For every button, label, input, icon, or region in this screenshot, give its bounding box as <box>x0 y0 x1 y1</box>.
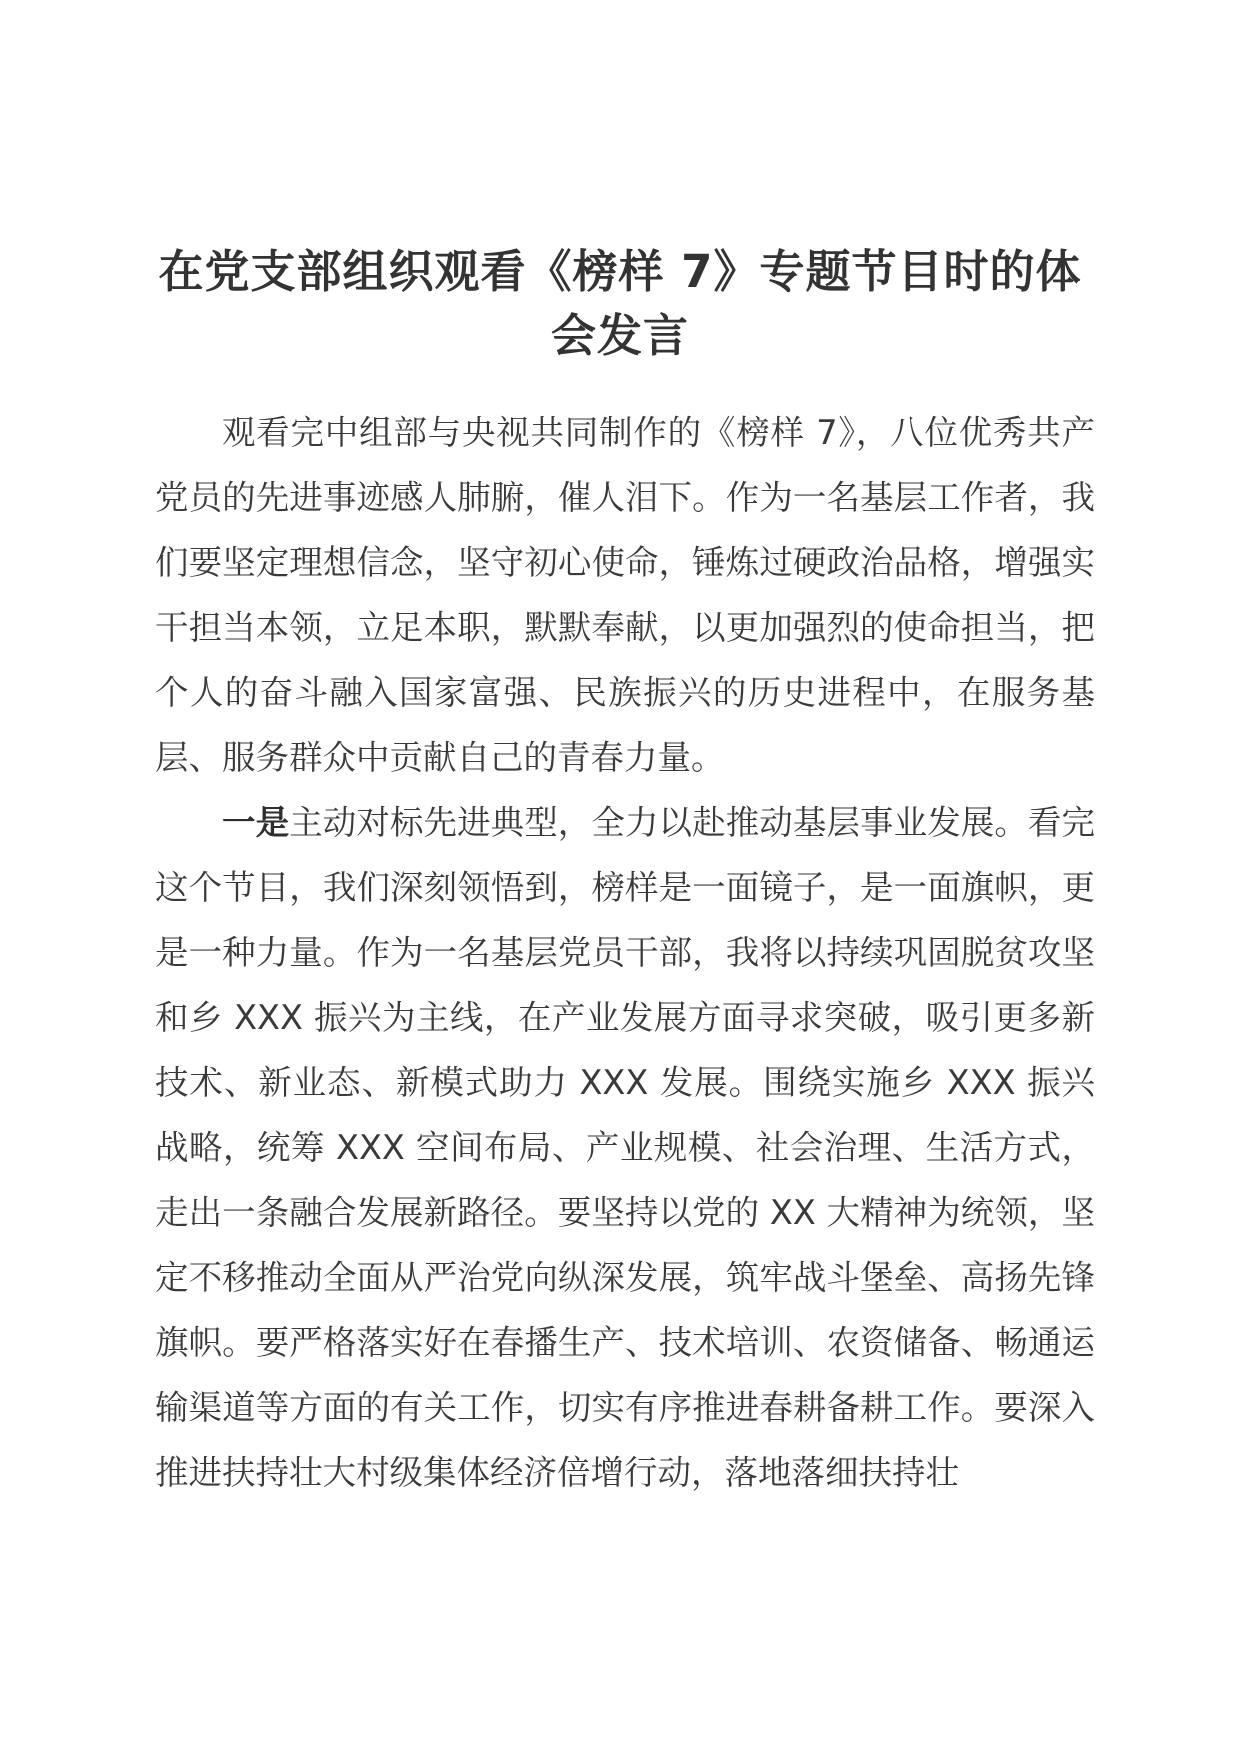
paragraph-lead: 一是 <box>222 803 290 842</box>
document-body <box>155 400 1095 1505</box>
paragraph-intro <box>155 400 1095 790</box>
paragraph-point-one <box>155 790 1095 1505</box>
paragraph-text: 主动对标先进典型，全力以赴推动基层事业发展。看完这个节目，我们深刻领悟到，榜样是一面镜子，是一面旗帜，更是一种力量。作为一名基层党员干部，我将以持续巩固脱贫攻坚和乡 XXX 振兴为主线，在产业发展方面寻求突破，吸引更多新技术、新业态、新模式助力 XXX 发展。围绕实施乡 XXX 振兴战略，统筹 XXX 空间布局、产业规模、社会治理、生活方式，走出一条融合发展新路径。要坚持以党的 XX 大精神为统领，坚定不移推动全面从严治党向纵深发展，筑牢战斗堡垒、高扬先锋旗帜。要严格落实好在春播生产、技术培训、农资储备、畅通运输渠道等方面的有关工作，切实有序推进春耕备耕工作。要深入推进扶持壮大村级集体经济倍增行动，落地落细扶持壮 <box>155 803 1096 1492</box>
paragraph-text: 观看完中组部与央视共同制作的《榜样 7》，八位优秀共产党员的先进事迹感人肺腑，催人泪下。作为一名基层工作者，我们要坚定理想信念，坚守初心使命，锤炼过硬政治品格，增强实干担当本领，立足本职，默默奉献，以更加强烈的使命担当，把个人的奋斗融入国家富强、民族振兴的历史进程中，在服务基层、服务群众中贡献自己的青春力量。 <box>155 413 1095 777</box>
document-title: 在党支部组织观看《榜样 7》专题节目时的体会发言 <box>158 245 1082 362</box>
